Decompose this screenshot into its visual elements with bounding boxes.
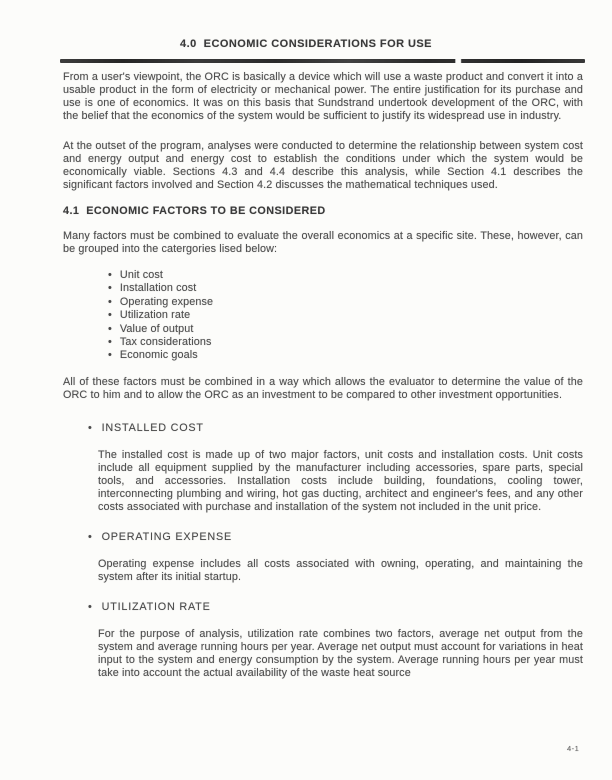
list-item-label: Operating expense xyxy=(119,295,214,308)
section-summary-paragraph: All of these factors must be combined in a way which allows the evaluator to determine the value of the ORC to him and to allow the ORC as an investment to be compared to other investment opportunities. xyxy=(63,375,583,401)
list-item-label: Value of output xyxy=(119,322,194,335)
subsection-utilization-rate xyxy=(63,601,583,680)
subsection-heading-label: INSTALLED COST xyxy=(101,421,204,434)
list-item-label: Tax considerations xyxy=(119,336,212,349)
bullet-icon xyxy=(108,309,112,322)
bullet-icon xyxy=(88,601,93,614)
bullet-icon xyxy=(108,296,112,309)
subsection-body: Operating expense includes all costs associated with owning, operating, and maintaining the system after its initial startup. xyxy=(98,557,583,583)
section-heading: 4.1 ECONOMIC FACTORS TO BE CONSIDERED xyxy=(63,205,326,217)
list-item-label: Installation cost xyxy=(119,282,197,295)
subsection-operating-expense xyxy=(63,531,583,584)
list-item xyxy=(108,309,583,322)
subsection-body: For the purpose of analysis, utilization rate combines two factors, average net output from the system and average running hours per year. Average net output must account for variations in heat input to the system and energy consumption by the system. Average running hours per year must take into account the actual availability of the waste heat source xyxy=(98,627,583,679)
bullet-icon xyxy=(108,336,112,349)
subsection-body: The installed cost is made up of two major factors, unit costs and installation costs. Unit costs include all equipment supplied by the manufacturer including accessories, spare parts, special tools, and accessories. Installation costs include building, foundations, cooling tower, interconnecting plumbing and wiring, hot gas ducting, architect and engineer's fees, and any other costs associated with purchase and installation of the system not included in the unit price. xyxy=(98,448,583,513)
list-item xyxy=(108,296,583,309)
list-item xyxy=(108,269,583,282)
bullet-icon xyxy=(88,531,93,544)
bullet-icon xyxy=(88,422,93,435)
bullet-icon xyxy=(108,269,112,282)
page-number: 4-1 xyxy=(567,744,580,753)
list-item-label: Utilization rate xyxy=(119,309,191,322)
subsection-heading xyxy=(88,422,583,435)
factor-list xyxy=(63,269,583,363)
bullet-icon xyxy=(108,349,112,362)
intro-paragraph-2: At the outset of the program, analyses were conducted to determine the relationship between system cost and energy output and energy cost to establish the conditions under which the system would be economically viable. Sections 4.3 and 4.4 describe this analysis, while Section 4.1 describes the significant factors involved and Section 4.2 discusses the mathematical techniques used. xyxy=(63,140,583,191)
list-item xyxy=(108,336,583,349)
subsection-installed-cost xyxy=(63,422,583,514)
bullet-icon xyxy=(108,323,112,336)
subsection-heading-label: UTILIZATION RATE xyxy=(101,600,211,613)
section-lead-paragraph: Many factors must be combined to evaluate the overall economics at a specific site. These, however, can be grouped into the catergories lised below: xyxy=(63,230,583,255)
list-item xyxy=(108,349,583,362)
title-rule xyxy=(60,59,585,63)
page-title: 4.0 ECONOMIC CONSIDERATIONS FOR USE xyxy=(180,38,432,50)
list-item xyxy=(108,282,583,295)
list-item-label: Economic goals xyxy=(119,349,198,362)
document-body xyxy=(63,71,583,680)
intro-paragraph-1: From a user's viewpoint, the ORC is basically a device which will use a waste product and convert it into a usable product in the form of electricity or mechanical power. The entire justification for its purchase and use is one of economics. It was on this basis that Sundstrand undertook development of the ORC, with the belief that the economics of the system would be sufficient to justify its widespread use in industry. xyxy=(63,71,583,122)
bullet-icon xyxy=(108,282,112,295)
subsection-heading xyxy=(88,601,583,614)
list-item xyxy=(108,323,583,336)
list-item-label: Unit cost xyxy=(119,269,163,281)
subsection-heading-label: OPERATING EXPENSE xyxy=(101,530,232,543)
subsection-heading xyxy=(88,531,583,544)
